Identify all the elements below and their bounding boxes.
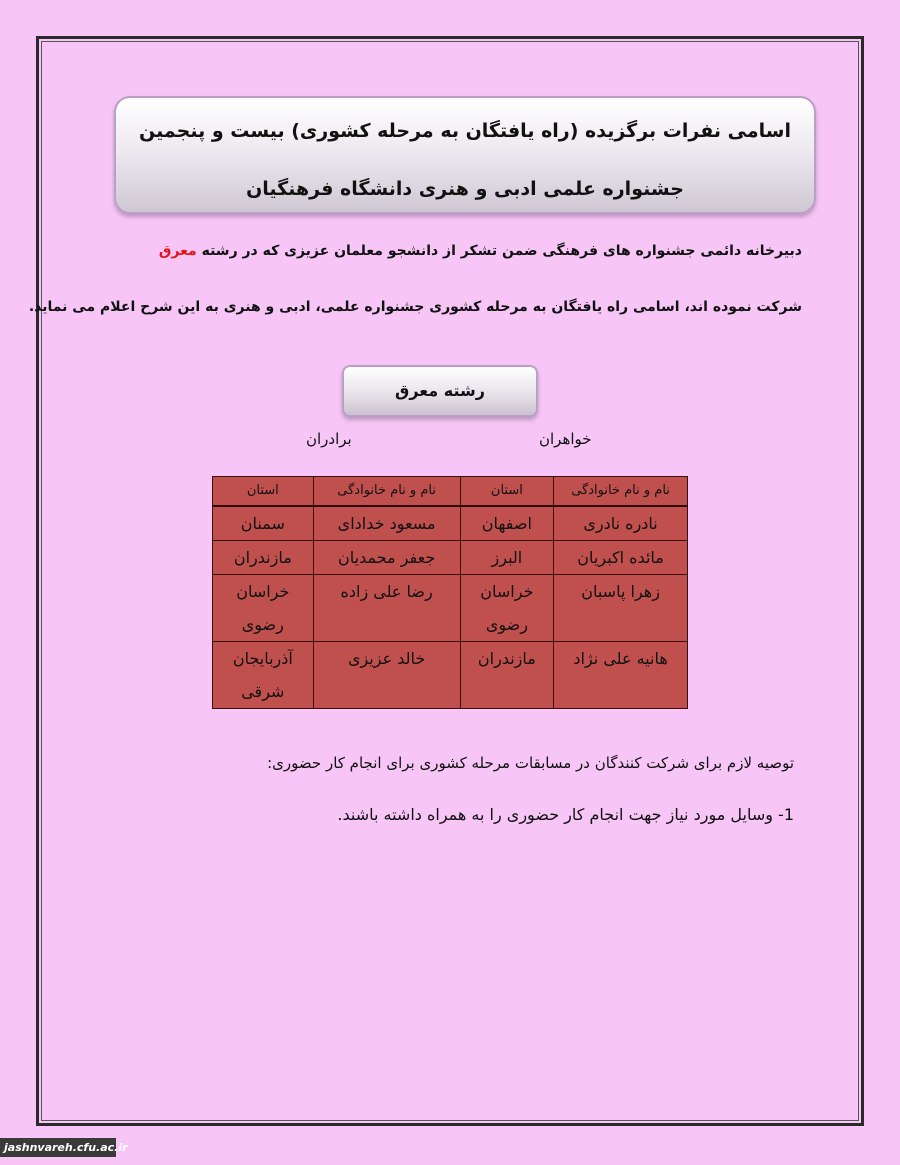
title-line-1: اسامی نفرات برگزیده (راه یافتگان به مرحله کشوری) بیست و پنجمین xyxy=(139,120,791,142)
table-row xyxy=(213,506,688,541)
table-cell: جعفر محمدیان xyxy=(313,541,460,575)
title-line-2: جشنواره علمی ادبی و هنری دانشگاه فرهنگیان xyxy=(246,178,684,200)
title-banner xyxy=(114,96,816,214)
table-cell: اصفهان xyxy=(460,506,554,541)
table-cell: خراسان رضوی xyxy=(213,575,314,642)
table-header-row xyxy=(213,477,688,507)
intro-line-2: شرکت نموده اند، اسامی راه یافتگان به مرحله کشوری جشنواره علمی، ادبی و هنری به این شرح اعلام می نماید. xyxy=(28,299,802,315)
table-cell: مازندران xyxy=(213,541,314,575)
table-cell: نادره نادری xyxy=(554,506,688,541)
intro-highlight-field: معرق xyxy=(158,243,197,259)
section-label: رشته معرق xyxy=(342,365,538,417)
table-cell: خراسان رضوی xyxy=(460,575,554,642)
note-heading: توصیه لازم برای شرکت کنندگان در مسابقات مرحله کشوری برای انجام کار حضوری: xyxy=(267,754,794,772)
table-cell: سمنان xyxy=(213,506,314,541)
header-brothers-name: نام و نام خانوادگی xyxy=(313,477,460,507)
footer-url[interactable]: jashnvareh.cfu.ac.ir xyxy=(0,1138,116,1157)
table-cell: رضا علی زاده xyxy=(313,575,460,642)
header-brothers-province: استان xyxy=(213,477,314,507)
intro-line-1-text: دبیرخانه دائمی جشنواره های فرهنگی ضمن تشکر از دانشجو معلمان عزیزی که در رشته xyxy=(196,243,802,259)
table-row xyxy=(213,575,688,642)
results-table xyxy=(212,476,688,709)
group-label-sisters: خواهران xyxy=(539,430,592,448)
table-cell: مازندران xyxy=(460,642,554,709)
table-cell: آذربایجان شرقی xyxy=(213,642,314,709)
note-item-1: 1- وسایل مورد نیاز جهت انجام کار حضوری را به همراه داشته باشند. xyxy=(337,805,794,824)
table-cell: مسعود خدادای xyxy=(313,506,460,541)
table-cell: البرز xyxy=(460,541,554,575)
header-sisters-name: نام و نام خانوادگی xyxy=(554,477,688,507)
header-sisters-province: استان xyxy=(460,477,554,507)
intro-line-1 xyxy=(159,243,802,259)
table-row xyxy=(213,642,688,709)
table-cell: زهرا پاسبان xyxy=(554,575,688,642)
group-label-brothers: برادران xyxy=(306,430,352,448)
table-cell: مائده اکبریان xyxy=(554,541,688,575)
table-cell: خالد عزیزی xyxy=(313,642,460,709)
table-row xyxy=(213,541,688,575)
table-cell: هانیه علی نژاد xyxy=(554,642,688,709)
